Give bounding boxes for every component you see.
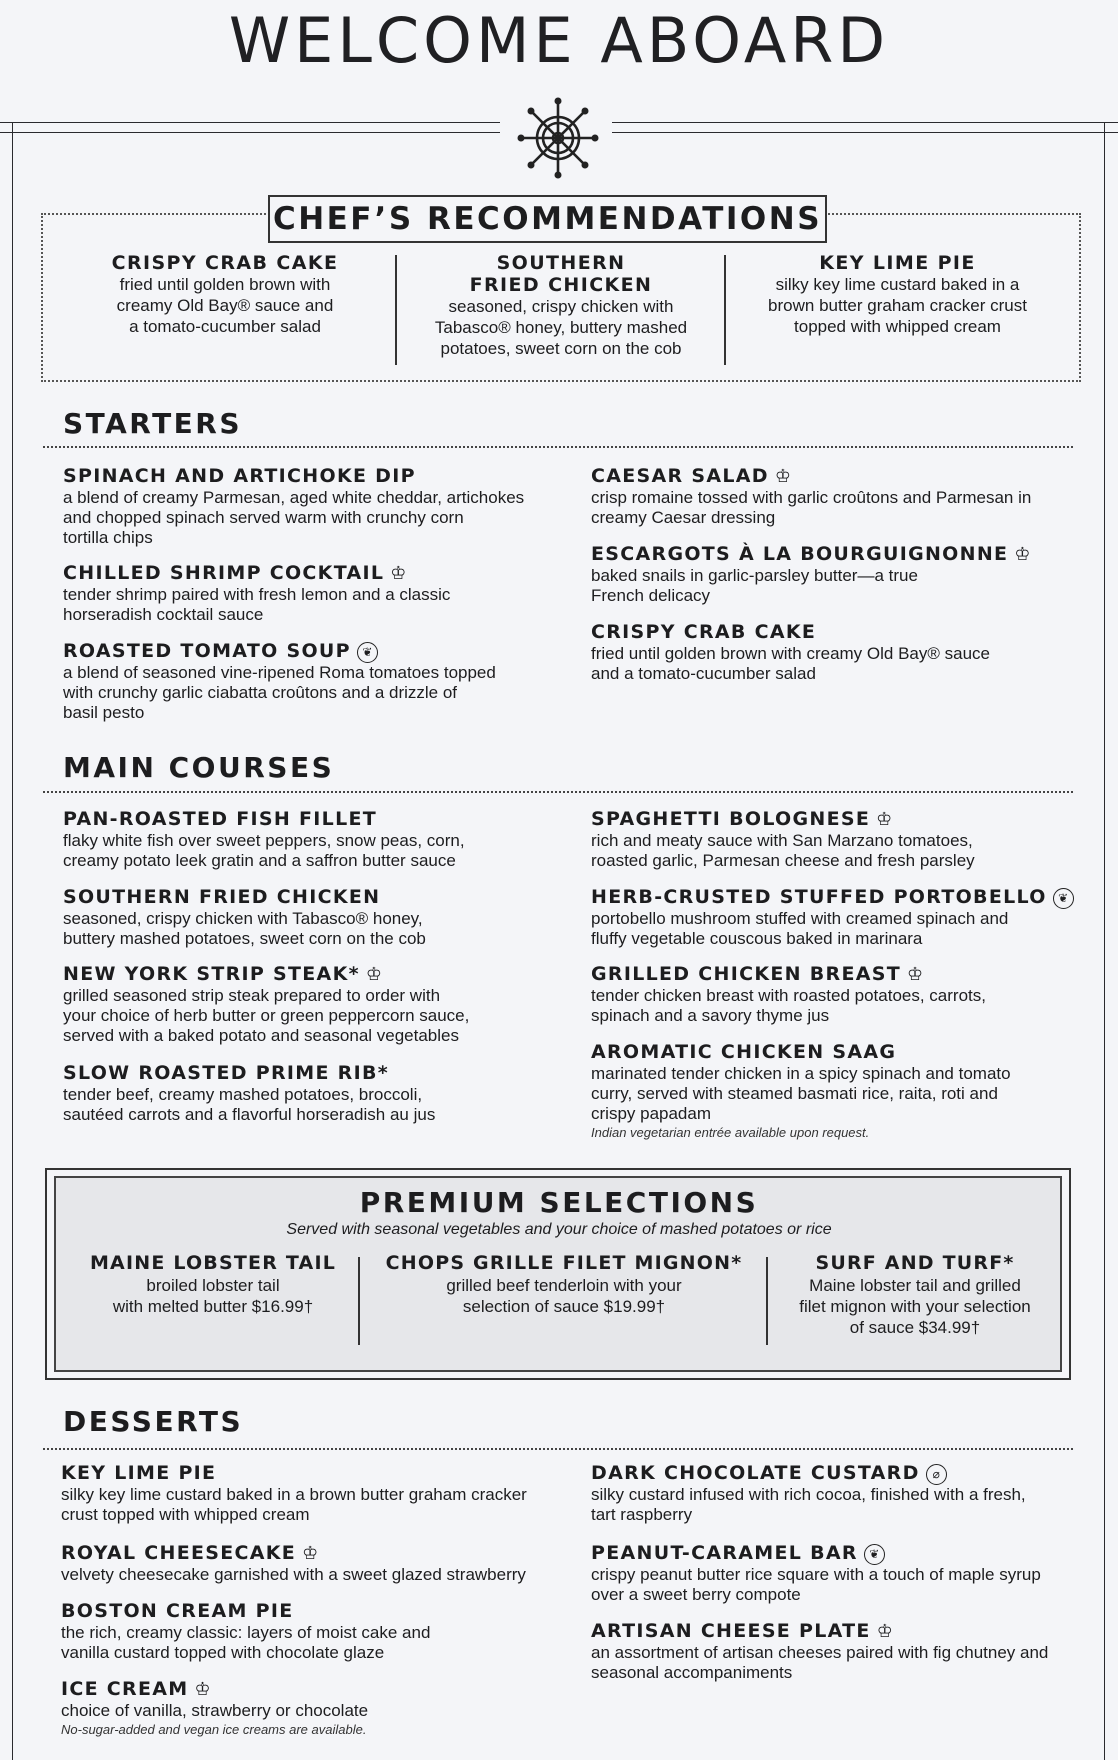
section-divider	[43, 446, 1073, 448]
signature-dish-icon: ♔	[876, 809, 893, 830]
item-desc-line: Tabasco® honey, buttery mashed	[434, 318, 688, 337]
vegetarian-icon: ❦	[1053, 888, 1074, 909]
item-name: HERB-CRUSTED STUFFED PORTOBELLO	[591, 886, 1047, 908]
frame-top-left-rule	[0, 118, 500, 144]
menu-item	[63, 886, 573, 949]
item-name: CRISPY CRAB CAKE	[591, 621, 817, 643]
column-divider	[358, 1257, 360, 1345]
menu-item	[591, 465, 1101, 528]
column-divider	[395, 255, 397, 365]
item-desc-line: portobello mushroom stuffed with creamed spinach and	[591, 909, 1009, 928]
item-desc-line: velvety cheesecake garnished with a sweet glazed strawberry	[61, 1565, 526, 1584]
menu-item	[591, 543, 1101, 606]
section-title-main-courses: MAIN COURSES	[63, 751, 335, 784]
menu-item	[591, 1462, 1101, 1525]
chef-item-key-lime-pie	[735, 252, 1060, 337]
menu-item	[61, 1542, 571, 1585]
page-title: WELCOME ABOARD	[228, 4, 890, 77]
item-desc-line: silky custard infused with rich cocoa, finished with a fresh,	[591, 1485, 1026, 1504]
frame-left-rule	[12, 122, 13, 1760]
item-desc-line: sautéed carrots and a flavorful horseradish au jus	[63, 1105, 436, 1124]
section-divider	[43, 1448, 1073, 1450]
item-desc-line: Maine lobster tail and grilled	[809, 1276, 1021, 1295]
item-name: ICE CREAM	[61, 1678, 189, 1700]
item-desc-line: curry, served with steamed basmati rice, raita, roti and	[591, 1084, 998, 1103]
frame-top-right-rule	[612, 118, 1118, 144]
column-divider	[724, 255, 726, 365]
item-name: SOUTHERN FRIED CHICKEN	[63, 886, 381, 908]
item-name: NEW YORK STRIP STEAK*	[63, 963, 360, 985]
item-name: CRISPY CRAB CAKE	[111, 252, 339, 274]
column-divider	[766, 1257, 768, 1345]
premium-item-surf-and-turf	[771, 1252, 1059, 1338]
item-name: AROMATIC CHICKEN SAAG	[591, 1041, 897, 1063]
menu-item	[61, 1678, 571, 1739]
menu-item	[63, 640, 573, 723]
item-desc-line: French delicacy	[591, 586, 711, 605]
item-name: ROASTED TOMATO SOUP	[63, 640, 351, 662]
item-desc-line: fried until golden brown with creamy Old Bay® sauce	[591, 644, 990, 663]
signature-dish-icon: ♔	[390, 563, 407, 584]
item-desc-line: filet mignon with your selection	[799, 1297, 1031, 1316]
menu-item	[63, 465, 573, 548]
signature-dish-icon: ♔	[876, 1621, 893, 1642]
menu-item	[591, 1041, 1101, 1142]
item-name: FRIED CHICKEN	[469, 274, 653, 296]
item-desc-line: crisp romaine tossed with garlic croûtons and Parmesan in	[591, 488, 1032, 507]
item-desc-line: grilled beef tenderloin with your	[446, 1276, 682, 1295]
item-name: CHILLED SHRIMP COCKTAIL	[63, 562, 385, 584]
section-title-starters: STARTERS	[63, 407, 243, 440]
menu-item	[61, 1600, 571, 1663]
item-note: Indian vegetarian entrée available upon request.	[591, 1125, 870, 1140]
menu-item	[591, 1620, 1101, 1683]
item-desc-line: an assortment of artisan cheeses paired with fig chutney and	[591, 1643, 1049, 1662]
item-desc-line: the rich, creamy classic: layers of moist cake and	[61, 1623, 431, 1642]
item-desc-line: basil pesto	[63, 703, 145, 722]
item-desc-line: spinach and a savory thyme jus	[591, 1006, 830, 1025]
menu-item	[63, 1062, 573, 1125]
item-desc-line: tender shrimp paired with fresh lemon and a classic	[63, 585, 451, 604]
item-desc-line: of sauce $34.99†	[849, 1318, 981, 1337]
item-name: KEY LIME PIE	[819, 252, 976, 274]
menu-item	[63, 562, 573, 625]
item-desc-line: creamy potato leek gratin and a saffron butter sauce	[63, 851, 456, 870]
item-desc-line: brown butter graham cracker crust	[768, 296, 1027, 315]
frame-right-rule	[1104, 122, 1105, 1760]
menu-item	[61, 1462, 571, 1525]
menu-item	[591, 886, 1101, 949]
premium-selections-subtitle: Served with seasonal vegetables and your choice of mashed potatoes or rice	[286, 1221, 832, 1238]
vegetarian-icon: ❦	[357, 642, 378, 663]
ship-wheel-icon	[516, 96, 600, 180]
item-name: KEY LIME PIE	[61, 1462, 217, 1484]
signature-dish-icon: ♔	[365, 964, 382, 985]
item-desc-line: silky key lime custard baked in a	[775, 275, 1020, 294]
item-name: ROYAL CHEESECAKE	[61, 1542, 297, 1564]
item-desc-line: roasted garlic, Parmesan cheese and fresh parsley	[591, 851, 975, 870]
item-desc-line: rich and meaty sauce with San Marzano tomatoes,	[591, 831, 973, 850]
item-name: SLOW ROASTED PRIME RIB*	[63, 1062, 389, 1084]
item-desc-line: buttery mashed potatoes, sweet corn on the cob	[63, 929, 426, 948]
item-desc-line: seasoned, crispy chicken with	[448, 297, 674, 316]
signature-dish-icon: ♔	[1014, 544, 1031, 565]
item-desc-line: seasoned, crispy chicken with Tabasco® honey,	[63, 909, 423, 928]
item-desc-line: crispy peanut butter rice square with a touch of maple syrup	[591, 1565, 1041, 1584]
item-desc-line: baked snails in garlic-parsley butter—a true	[591, 566, 918, 585]
item-desc-line: tender beef, creamy mashed potatoes, broccoli,	[63, 1085, 423, 1104]
item-name: CAESAR SALAD	[591, 465, 769, 487]
item-name: SOUTHERN	[496, 252, 626, 274]
menu-item	[591, 808, 1101, 871]
item-name: MAINE LOBSTER TAIL	[89, 1252, 337, 1274]
item-desc-line: potatoes, sweet corn on the cob	[440, 339, 682, 358]
menu-item	[63, 808, 573, 871]
chefs-recommendations-title: CHEF’S RECOMMENDATIONS	[268, 195, 827, 243]
item-name: ARTISAN CHEESE PLATE	[591, 1620, 871, 1642]
item-name: SURF AND TURF*	[815, 1252, 1015, 1274]
item-desc-line: creamy Caesar dressing	[591, 508, 776, 527]
item-desc-line: a blend of creamy Parmesan, aged white cheddar, artichokes	[63, 488, 525, 507]
signature-dish-icon: ♔	[774, 466, 791, 487]
item-name: SPINACH AND ARTICHOKE DIP	[63, 465, 416, 487]
item-name: ESCARGOTS À LA BOURGUIGNONNE	[591, 543, 1009, 565]
item-desc-line: grilled seasoned strip steak prepared to order with	[63, 986, 441, 1005]
item-desc-line: flaky white fish over sweet peppers, snow peas, corn,	[63, 831, 465, 850]
menu-item	[591, 1542, 1101, 1605]
premium-selections-title: PREMIUM SELECTIONS	[359, 1186, 759, 1219]
premium-item-lobster	[70, 1252, 356, 1317]
section-title-desserts: DESSERTS	[63, 1405, 244, 1438]
item-desc-line: crispy papadam	[591, 1104, 712, 1123]
item-name: PEANUT-CARAMEL BAR	[591, 1542, 858, 1564]
item-desc-line: tortilla chips	[63, 528, 153, 547]
signature-dish-icon: ♔	[907, 964, 924, 985]
item-desc-line: creamy Old Bay® sauce and	[116, 296, 334, 315]
menu-item	[63, 963, 573, 1046]
item-name: CHOPS GRILLE FILET MIGNON*	[385, 1252, 743, 1274]
item-desc-line: choice of vanilla, strawberry or chocolate	[61, 1701, 369, 1720]
item-desc-line: seasonal accompaniments	[591, 1663, 793, 1682]
menu-item	[591, 963, 1101, 1026]
no-sugar-added-icon: ⌀	[926, 1464, 947, 1485]
item-desc-line: fluffy vegetable couscous baked in marinara	[591, 929, 923, 948]
item-desc-line: with melted butter $16.99†	[112, 1297, 314, 1316]
item-desc-line: silky key lime custard baked in a brown butter graham cracker	[61, 1485, 527, 1504]
signature-dish-icon: ♔	[194, 1679, 211, 1700]
item-name: DARK CHOCOLATE CUSTARD	[591, 1462, 920, 1484]
item-desc-line: and chopped spinach served warm with crunchy corn	[63, 508, 464, 527]
item-name: PAN-ROASTED FISH FILLET	[63, 808, 378, 830]
section-divider	[43, 791, 1073, 793]
item-desc-line: served with a baked potato and seasonal vegetables	[63, 1026, 459, 1045]
item-desc-line: fried until golden brown with	[119, 275, 331, 294]
item-desc-line: a blend of seasoned vine-ripened Roma tomatoes topped	[63, 663, 496, 682]
premium-item-filet-mignon	[364, 1252, 764, 1317]
item-desc-line: vanilla custard topped with chocolate glaze	[61, 1643, 385, 1662]
item-desc-line: tart raspberry	[591, 1505, 693, 1524]
signature-dish-icon: ♔	[302, 1543, 319, 1564]
item-desc-line: topped with whipped cream	[794, 317, 1001, 336]
item-desc-line: tender chicken breast with roasted potatoes, carrots,	[591, 986, 986, 1005]
item-desc-line: horseradish cocktail sauce	[63, 605, 264, 624]
item-desc-line: crust topped with whipped cream	[61, 1505, 310, 1524]
item-desc-line: selection of sauce $19.99†	[462, 1297, 666, 1316]
chef-item-crab-cake	[60, 252, 390, 337]
chef-item-fried-chicken	[400, 252, 722, 359]
menu-item	[591, 621, 1101, 684]
item-desc-line: marinated tender chicken in a spicy spinach and tomato	[591, 1064, 1011, 1083]
item-name: SPAGHETTI BOLOGNESE	[591, 808, 871, 830]
item-desc-line: with crunchy garlic ciabatta croûtons and a drizzle of	[63, 683, 458, 702]
item-desc-line: a tomato-cucumber salad	[129, 317, 321, 336]
item-note: No-sugar-added and vegan ice creams are available.	[61, 1722, 367, 1737]
item-desc-line: and a tomato-cucumber salad	[591, 664, 816, 683]
item-name: BOSTON CREAM PIE	[61, 1600, 294, 1622]
vegetarian-icon: ❦	[864, 1544, 885, 1565]
item-desc-line: over a sweet berry compote	[591, 1585, 801, 1604]
item-desc-line: your choice of herb butter or green peppercorn sauce,	[63, 1006, 470, 1025]
item-name: GRILLED CHICKEN BREAST	[591, 963, 901, 985]
item-desc-line: broiled lobster tail	[146, 1276, 280, 1295]
